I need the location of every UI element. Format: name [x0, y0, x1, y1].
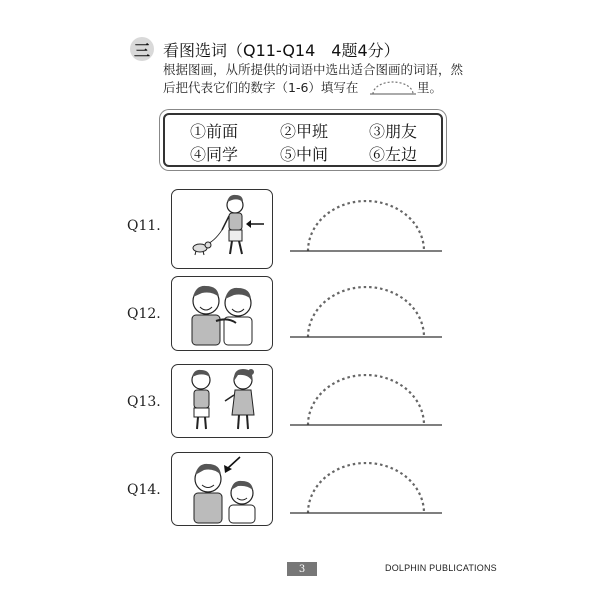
q11-answer-blank[interactable] [290, 200, 442, 254]
q13-picture [171, 364, 273, 438]
question-label-q11: Q11. [127, 218, 161, 234]
page-number: 3 [287, 562, 317, 576]
instruction-line-2-end: 里。 [417, 80, 443, 95]
section-number-badge: 三 [130, 37, 154, 61]
question-label-q13: Q13. [127, 394, 161, 410]
q13-answer-blank[interactable] [290, 374, 442, 428]
publisher-name: DOLPHIN PUBLICATIONS [385, 563, 497, 573]
option-5: ⑤中间 [280, 145, 329, 164]
option-4: ④同学 [190, 145, 239, 164]
two-boys-arrow-icon [172, 453, 271, 524]
q12-answer-blank[interactable] [290, 286, 442, 340]
instruction-line-2: 后把代表它们的数字（1-6）填写在 [163, 80, 359, 95]
option-1: ①前面 [190, 122, 239, 141]
q14-picture [171, 452, 273, 526]
answer-blank-example-icon [370, 80, 416, 99]
option-3: ③朋友 [369, 122, 418, 141]
option-2: ②甲班 [280, 122, 329, 141]
section-title: 看图选词（Q11-Q14 4题4分） [163, 41, 400, 60]
q12-picture [171, 276, 273, 351]
boy-walking-dog-arrow-icon [172, 190, 271, 267]
option-6: ⑥左边 [369, 145, 418, 164]
question-label-q12: Q12. [127, 306, 161, 322]
boy-and-girl-talking-icon [172, 365, 271, 436]
q14-answer-blank[interactable] [290, 462, 442, 516]
instruction-line-1: 根据图画，从所提供的词语中选出适合图画的词语，然 [163, 62, 464, 77]
question-label-q14: Q14. [127, 482, 161, 498]
two-friends-hugging-icon [172, 277, 271, 349]
q11-picture [171, 189, 273, 269]
